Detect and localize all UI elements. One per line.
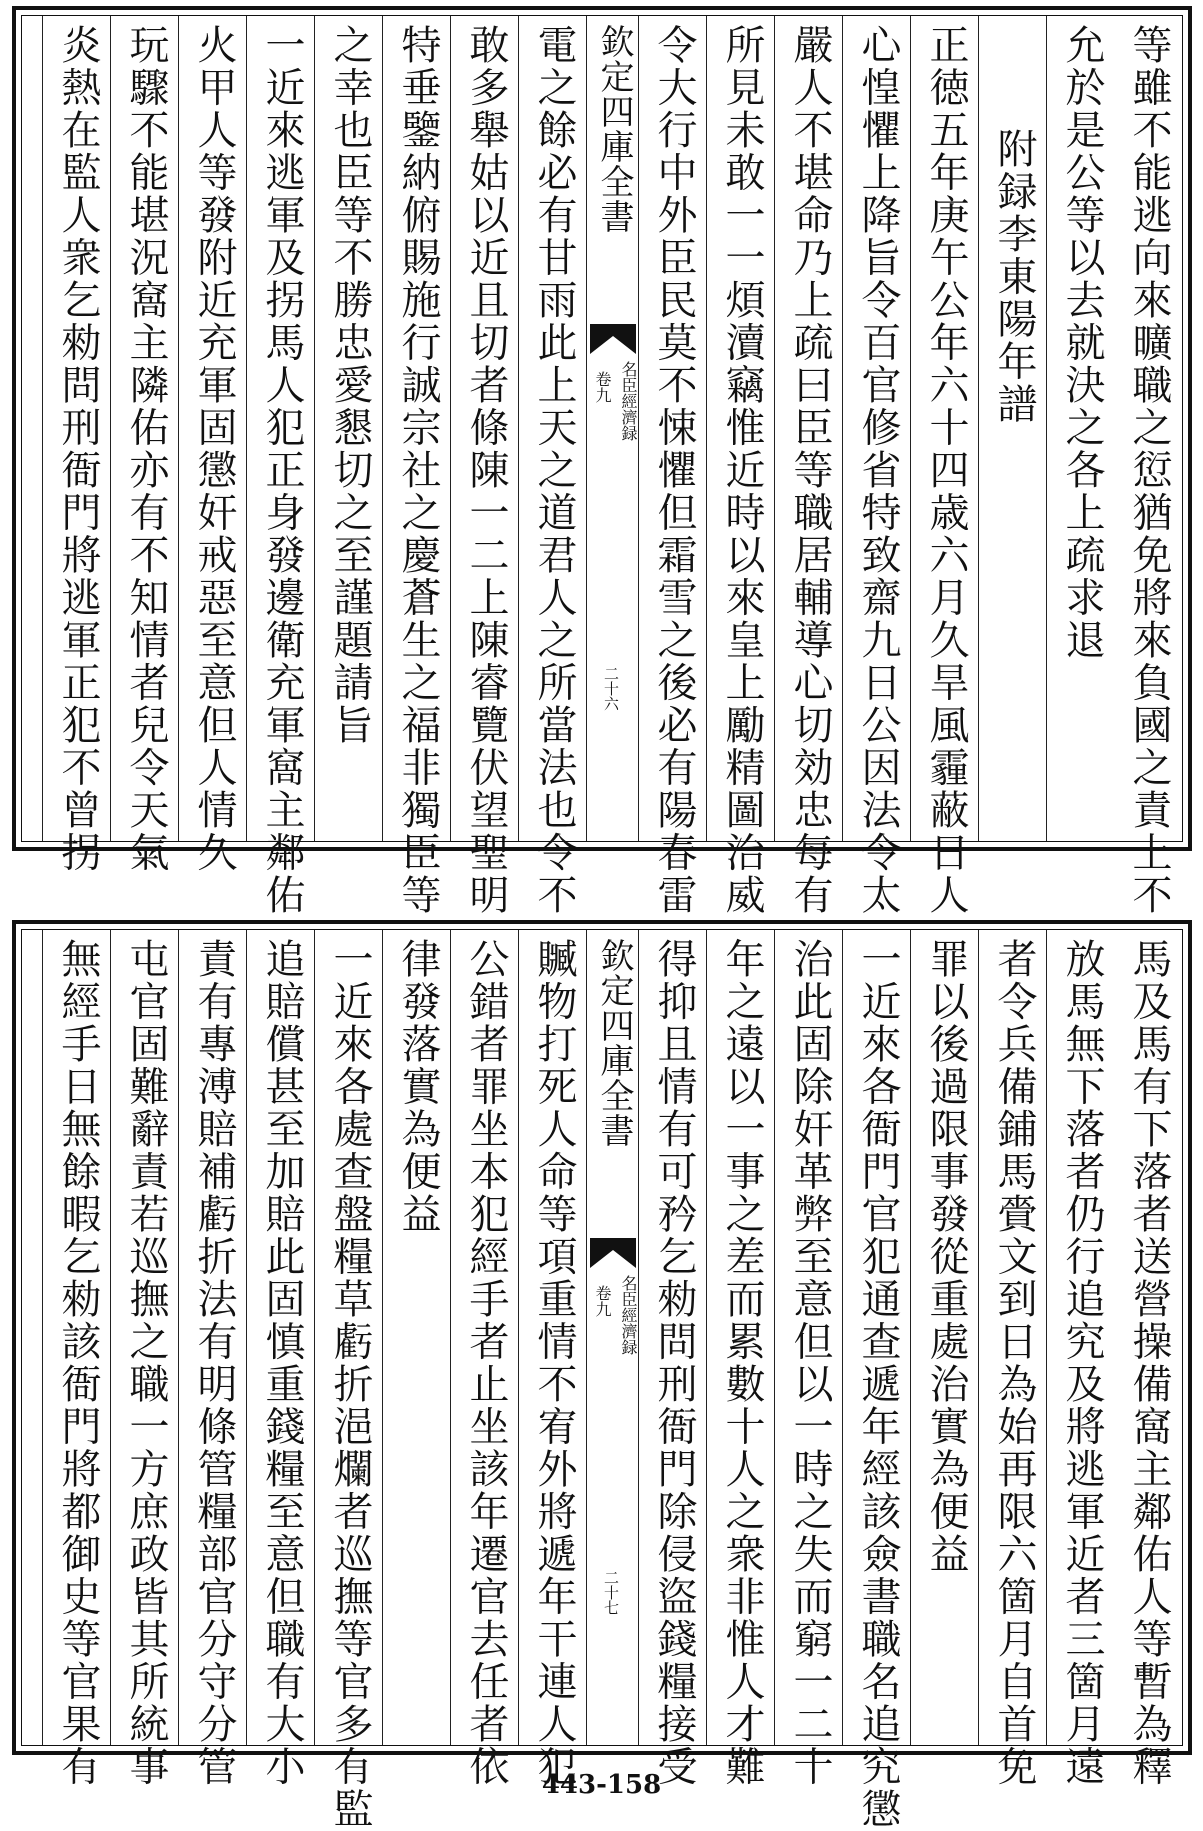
fish-tail-ornament-icon (590, 324, 636, 354)
fish-tail-ornament-icon (590, 1238, 636, 1268)
column-text: 一近來各處查盤糧草虧折浥爛者巡撫等官多有監 (327, 938, 373, 1831)
text-column (110, 16, 179, 874)
column-text: 正徳五年庚午公年六十四歳六月久旱風霾蔽日人 (923, 24, 969, 917)
column-text: 律發落實為便益 (395, 938, 441, 1236)
text-column (110, 930, 179, 1788)
text-column (774, 930, 843, 1788)
column-text: 等雖不能逃向來曠職之愆猶免將來負國之責上不 (1126, 24, 1172, 917)
top-page-inner-frame (21, 15, 1183, 917)
column-text: 公錯者罪坐本犯經手者止坐該年遷官去任者依 (463, 938, 509, 1788)
text-column (1114, 930, 1182, 1788)
text-column (1046, 930, 1115, 1788)
text-column (518, 930, 587, 1788)
column-text: 玩驟不能堪況窩主隣佑亦有不知情者兒令天氣 (123, 24, 169, 874)
text-column (314, 16, 383, 841)
text-column (178, 930, 247, 1788)
column-text: 電之餘必有甘雨此上天之道君人之所當法也令不 (531, 24, 577, 917)
center-fold-column (586, 16, 639, 841)
collection-title: 欽定四庫全書 (594, 24, 634, 234)
column-text: 特垂鑒納俯賜施行誠宗社之慶蒼生之福非獨臣等 (395, 24, 441, 917)
column-text: 年之遠以一事之差而累數十人之衆非惟人才難 (719, 938, 765, 1788)
text-column (246, 16, 315, 917)
column-text: 所見未敢一一煩瀆竊惟近時以來皇上勵精圖治威 (719, 24, 765, 917)
column-text: 嚴人不堪命乃上疏曰臣等職居輔導心切効忠每有 (787, 24, 833, 917)
column-text: 者令兵備鋪馬賫文到日為始再限六箇月自首免 (991, 938, 1037, 1788)
column-text: 追賠償甚至加賠此固慎重錢糧至意但職有大小 (259, 938, 305, 1788)
column-text: 罪以後過限事發從重處治實為便益 (923, 938, 969, 1576)
text-column (842, 16, 911, 917)
column-text: 心惶懼上降旨令百官修省特致齋九日公因法令太 (855, 24, 901, 917)
center-fold-column (586, 930, 639, 1745)
text-column (706, 930, 775, 1788)
column-text: 治此固除奸革弊至意但以一時之失而窮一二十 (787, 938, 833, 1788)
column-text: 得抑且情有可矜乞勑問刑衙門除侵盜錢糧接受 (651, 938, 697, 1788)
text-column (1114, 16, 1182, 917)
text-column (314, 930, 383, 1831)
text-column (638, 930, 707, 1788)
book-title: 名臣經濟録 (619, 361, 638, 441)
column-text: 贓物打死人命等項重情不宥外將遞年干連人犯 (531, 938, 577, 1788)
text-column (382, 16, 451, 917)
column-text: 責有專溥賠補虧折法有明條管糧部官分守分管 (191, 938, 237, 1788)
collection-title: 欽定四庫全書 (594, 938, 634, 1148)
folio-number: 二十七 (602, 1570, 620, 1615)
column-text: 炎熱在監人衆乞勑問刑衙門將逃軍正犯不曾拐 (55, 24, 101, 874)
text-column (910, 930, 979, 1745)
book-title: 名臣經濟録 (619, 1275, 638, 1355)
text-column (978, 16, 1047, 841)
text-column (42, 930, 111, 1788)
column-text: 一近來逃軍及拐馬人犯正身發邊衛充軍窩主鄰佑 (259, 24, 305, 917)
volume-label: 卷九 (593, 1285, 612, 1317)
page-number: 443-158 (541, 1770, 662, 1800)
text-column (450, 930, 519, 1788)
text-column (910, 16, 979, 917)
text-column (518, 16, 587, 917)
column-text: 無經手日無餘暇乞勑該衙門將都御史等官果有 (55, 938, 101, 1788)
text-column (450, 16, 519, 917)
column-text: 一近來各衙門官犯通查遞年經該僉書職名追究懲 (855, 938, 901, 1831)
text-column (706, 16, 775, 917)
column-text: 放馬無下落者仍行追究及將逃軍近者三箇月遠 (1059, 938, 1105, 1788)
text-column (1046, 16, 1115, 841)
text-column (774, 16, 843, 917)
column-text: 火甲人等發附近充軍固懲奸戒惡至意但人情久 (191, 24, 237, 874)
text-column (178, 16, 247, 874)
text-column (978, 930, 1047, 1788)
column-text: 之幸也臣等不勝忠愛懇切之至謹題請旨 (327, 24, 373, 747)
text-column (246, 930, 315, 1788)
text-column (382, 930, 451, 1745)
column-text: 屯官固難辭責若巡撫之職一方庶政皆其所統事 (123, 938, 169, 1788)
column-text: 令大行中外臣民莫不悚懼但霜雪之後必有陽春雷 (651, 24, 697, 917)
column-text: 敢多舉姑以近且切者條陳一二上陳睿覽伏望聖明 (463, 24, 509, 917)
folio-number: 二十六 (602, 666, 620, 711)
column-text: 附録李東陽年譜 (991, 128, 1037, 426)
column-text: 馬及馬有下落者送營操備窩主鄰佑人等暫為釋 (1126, 938, 1172, 1788)
text-column (42, 16, 111, 874)
volume-label: 卷九 (593, 371, 612, 403)
column-text: 允於是公等以去就決之各上疏求退 (1059, 24, 1105, 662)
text-column (638, 16, 707, 917)
text-column (842, 930, 911, 1831)
top-page (12, 6, 1192, 917)
